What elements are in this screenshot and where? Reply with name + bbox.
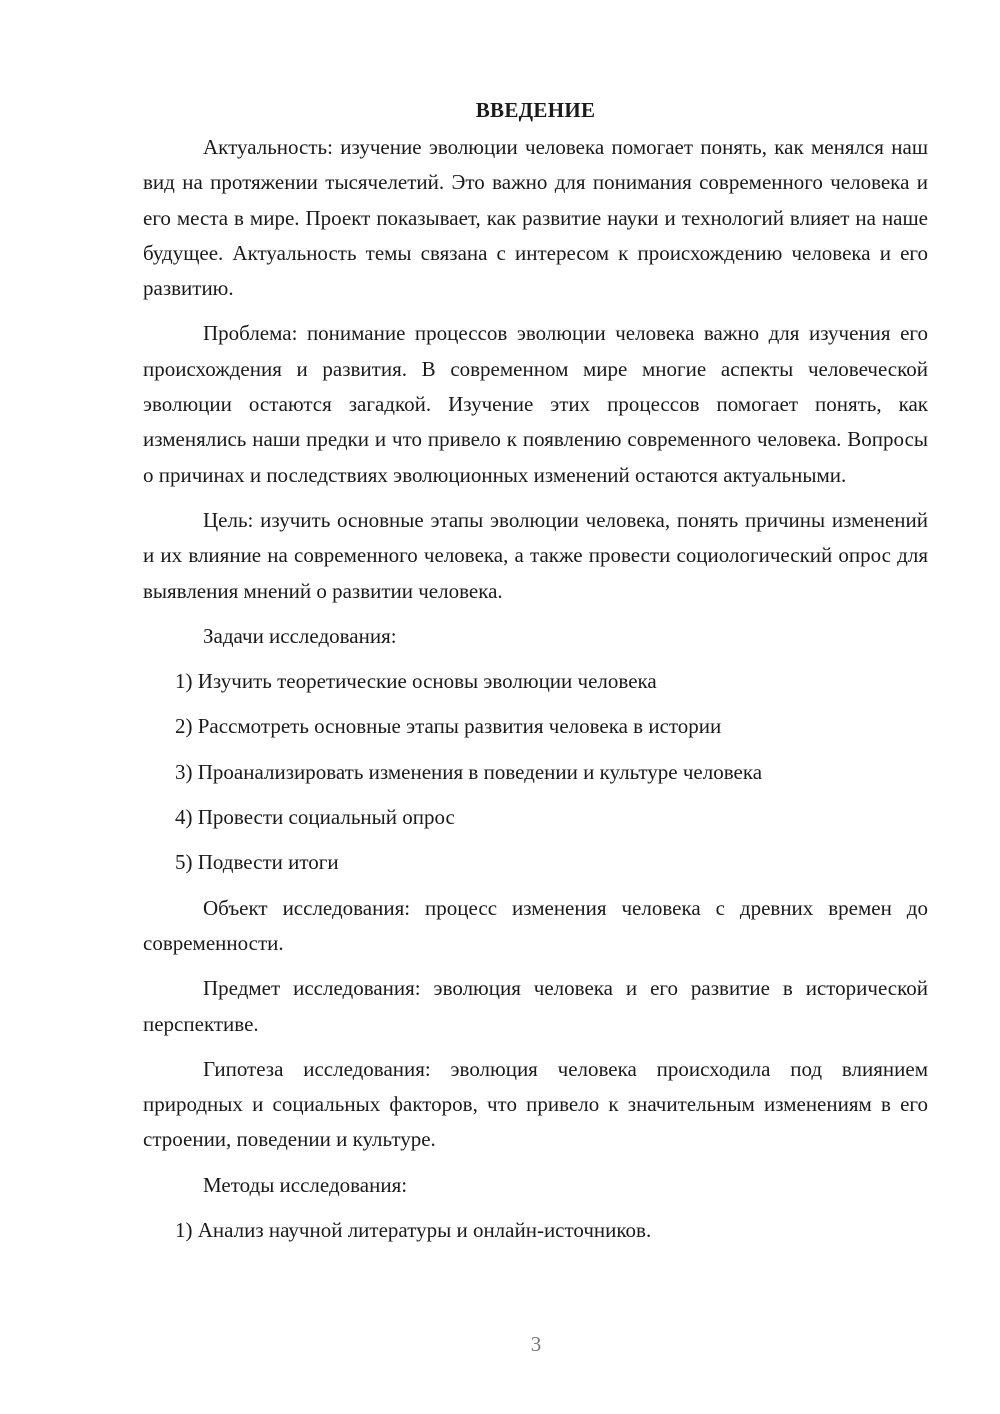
methods-list: [143, 1213, 928, 1248]
page-number: 3: [530, 1332, 542, 1356]
page-content: [143, 94, 928, 1258]
task-item: 5) Подвести итоги: [175, 850, 339, 875]
task-item: 3) Проанализировать изменения в поведении и культуре человека: [175, 759, 763, 784]
task-item: 4) Провести социальный опрос: [175, 805, 455, 830]
problem-paragraph: Проблема: понимание процессов эволюции человека важно для изучения его происхождения и развития. В современном мире многие аспекты человеческой эволюции остаются загадкой. Изучение этих процессов помогает понять, как изменялись наши предки и что привело к появлению современного человека. Вопросы о причинах и последствиях эволюционных изменений остаются актуальными.: [143, 321, 928, 487]
subject-paragraph: Предмет исследования: эволюция человека и его развитие в исторической перспективе.: [143, 976, 928, 1036]
task-item: 1) Изучить теоретические основы эволюции человека: [175, 669, 657, 694]
tasks-label: Задачи исследования:: [203, 623, 397, 648]
relevance-paragraph: Актуальность: изучение эволюции человека помогает понять, как менялся наш вид на протяжении тысячелетий. Это важно для понимания современного человека и его места в мире. Проект показывает, как развитие науки и технологий влияет на наше будущее. Актуальность темы связана с интересом к происхождению человека и его развитию.: [143, 135, 928, 301]
method-item: 1) Анализ научной литературы и онлайн-источников.: [175, 1218, 652, 1243]
task-item: 2) Рассмотреть основные этапы развития человека в истории: [175, 714, 722, 739]
goal-paragraph: Цель: изучить основные этапы эволюции человека, понять причины изменений и их влияние на современного человека, а также провести социологический опрос для выявления мнений о развитии человека.: [143, 507, 928, 603]
hypothesis-paragraph: Гипотеза исследования: эволюция человека происходила под влиянием природных и социальных факторов, что привело к значительным изменениям в его строении, поведении и культуре.: [143, 1056, 928, 1152]
tasks-list: [143, 664, 928, 880]
methods-label: Методы исследования:: [203, 1172, 408, 1197]
section-heading: ВВЕДЕНИЕ: [475, 98, 596, 122]
object-paragraph: Объект исследования: процесс изменения человека с древних времен до современности.: [143, 895, 928, 955]
